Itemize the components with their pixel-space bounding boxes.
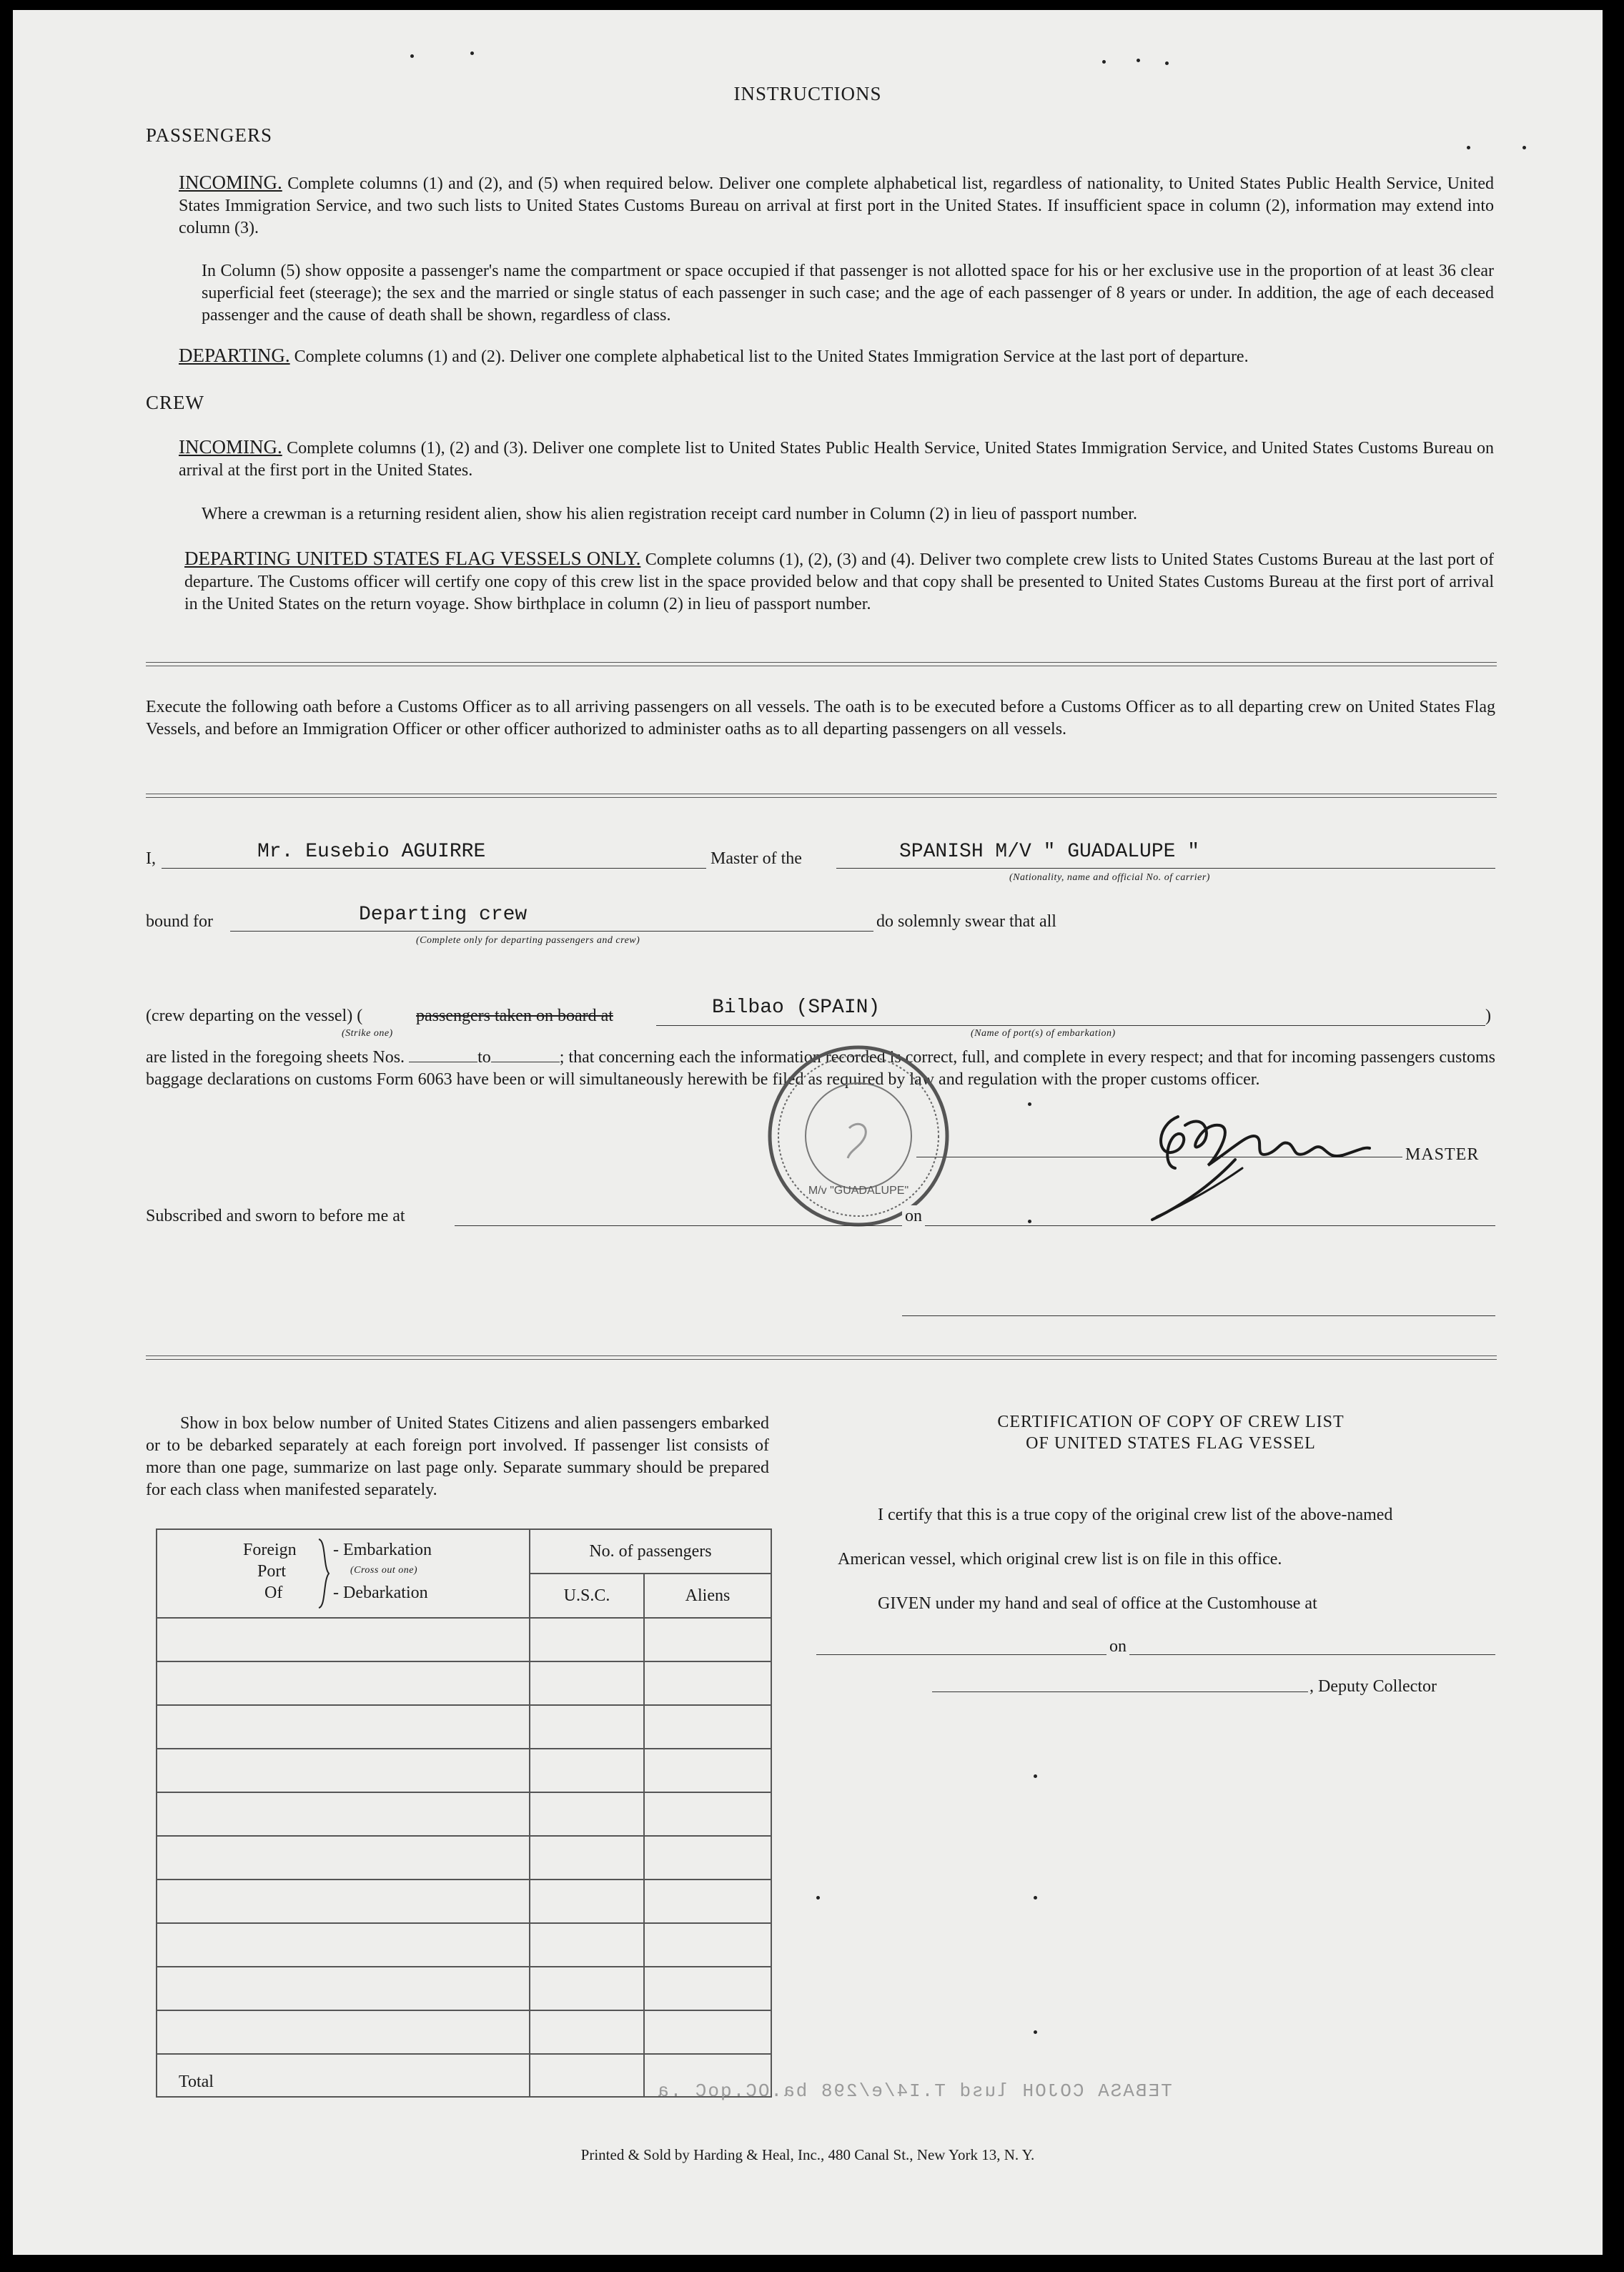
table-row [157, 1923, 771, 1967]
header-port: Port [257, 1562, 287, 1581]
sheets-text-a: are listed in the foregoing sheets Nos. [146, 1048, 405, 1067]
divider-2 [146, 794, 1497, 798]
usc-cell[interactable] [530, 1705, 644, 1749]
port-cell[interactable] [157, 1880, 530, 1923]
close-paren: ) [1485, 1007, 1491, 1025]
vessel-value: SPANISH M/V " GUADALUPE " [899, 841, 1200, 863]
passengers-incoming-label: INCOMING. [179, 172, 282, 193]
usc-cell[interactable] [530, 1836, 644, 1880]
instructions-title: INSTRUCTIONS [733, 83, 882, 104]
aliens-cell[interactable] [644, 1749, 771, 1792]
port-cell[interactable] [157, 1792, 530, 1836]
certification-text-3: GIVEN under my hand and seal of office at the Customhouse at [878, 1594, 1317, 1613]
header-embarkation: - Embarkation [333, 1541, 432, 1559]
strike-caption: (Strike one) [342, 1028, 393, 1039]
crew-departing-text: Complete columns (1), (2), (3) and (4). Deliver two complete crew lists to United States Customs Bureau at the last port of departure. The Customs officer will certify one copy of this crew list in the space provided below and that copy shall be presented to United States Customs Bureau at the first port of arrival in the United States on the return voyage. Show birthplace in column (2) in lieu of passport number. [184, 550, 1494, 613]
ship-seal-stamp [765, 1042, 952, 1230]
passengers-incoming-paragraph [179, 172, 1494, 239]
certification-title-2: OF UNITED STATES FLAG VESSEL [1026, 1434, 1316, 1453]
port-cell[interactable] [157, 1705, 530, 1749]
port-cell[interactable] [157, 1749, 530, 1792]
brace-icon [316, 1538, 332, 1609]
officer-signature-line [902, 1315, 1495, 1316]
header-foreign: Foreign [243, 1541, 297, 1559]
table-row [157, 2010, 771, 2054]
sheets-to-blank [491, 1047, 560, 1062]
passenger-summary-table [156, 1528, 772, 2098]
oath-i-label: I, [146, 849, 156, 868]
master-name-value: Mr. Eusebio AGUIRRE [257, 841, 486, 863]
divider-1 [146, 662, 1497, 666]
scan-speck [1028, 1102, 1031, 1106]
bound-caption: (Complete only for departing passengers and crew) [416, 935, 640, 946]
usc-cell[interactable] [530, 2010, 644, 2054]
usc-cell[interactable] [530, 1880, 644, 1923]
crew-incoming-text: Complete columns (1), (2) and (3). Deliver one complete list to United States Public Health Service, United States Immigration Service, and United States Customs Bureau on arrival at the first port in the United States. [179, 439, 1495, 480]
scan-speck [410, 54, 414, 58]
header-cross-out: (Cross out one) [350, 1565, 418, 1576]
port-caption: (Name of port(s) of embarkation) [971, 1028, 1116, 1039]
table-row [157, 1705, 771, 1749]
certification-text-2: American vessel, which original crew list is on file in this office. [838, 1550, 1282, 1569]
aliens-cell[interactable] [644, 1705, 771, 1749]
crew-incoming-paragraph [179, 436, 1494, 482]
master-name-line [162, 868, 706, 869]
passengers-incoming-text: Complete columns (1) and (2), and (5) when required below. Deliver one complete alphabetical list, regardless of nationality, to United States Public Health Service, United States Immigration Service, and two such lists to United States Customs Bureau on arrival at first port in the United States. If insufficient space in column (2), information may extend into column (3). [179, 174, 1494, 237]
port-line [656, 1025, 1485, 1026]
scan-speck [1165, 61, 1169, 65]
usc-cell[interactable] [530, 1661, 644, 1705]
total-usc-cell[interactable] [530, 2054, 644, 2097]
usc-cell[interactable] [530, 1923, 644, 1967]
struck-passengers-text: passengers taken on board at [416, 1007, 613, 1025]
scan-speck [1522, 146, 1526, 149]
port-cell[interactable] [157, 1661, 530, 1705]
stamp-text: M/v "GUADALUPE" [808, 1185, 909, 1197]
crew-departing-paragraph [184, 548, 1494, 616]
header-debarkation: - Debarkation [333, 1584, 428, 1602]
sheets-to-label: to [477, 1048, 491, 1067]
aliens-cell[interactable] [644, 1967, 771, 2010]
header-no-passengers: No. of passengers [530, 1529, 771, 1574]
master-label: MASTER [1405, 1145, 1480, 1164]
scan-speck [1034, 1774, 1037, 1778]
aliens-cell[interactable] [644, 1923, 771, 1967]
port-cell[interactable] [157, 1967, 530, 2010]
port-cell[interactable] [157, 2010, 530, 2054]
document-page [13, 10, 1603, 2255]
table-row [157, 1967, 771, 2010]
crew-departing-label: DEPARTING UNITED STATES FLAG VESSELS ONLY. [184, 548, 641, 569]
crew-heading: CREW [146, 392, 204, 413]
master-of-label: Master of the [710, 849, 802, 868]
bleed-through-text: TEBASA COJOH lusd T.I4/e/298 ba.OC.qoC .a [656, 2080, 1172, 2102]
master-signature [1128, 1097, 1385, 1233]
vessel-caption: (Nationality, name and official No. of carrier) [1009, 872, 1210, 883]
total-label: Total [157, 2054, 530, 2097]
certification-text-1: I certify that this is a true copy of the original crew list of the above-named [878, 1506, 1393, 1524]
summary-intro: Show in box below number of United States Citizens and alien passengers embarked or to be debarked separately at each foreign port involved. If passenger list consists of more than one page, summarize on last page only. Separate summary should be prepared for each class when manifested separately. [146, 1414, 769, 1499]
usc-cell[interactable] [530, 1967, 644, 2010]
aliens-cell[interactable] [644, 1661, 771, 1705]
printer-footer: Printed & Sold by Harding & Heal, Inc., 480 Canal St., New York 13, N. Y. [580, 2146, 1035, 2163]
header-of: Of [264, 1584, 283, 1602]
usc-cell[interactable] [530, 1792, 644, 1836]
port-cell[interactable] [157, 1618, 530, 1661]
oath-intro-paragraph: Execute the following oath before a Customs Officer as to all arriving passengers on all vessels. The oath is to be executed before a Customs Officer as to all departing crew on United States Flag Vessels, and before an Immigration Officer or other officer authorized to administer oaths as to all departing passengers on all vessels. [146, 698, 1495, 739]
aliens-cell[interactable] [644, 2010, 771, 2054]
scan-speck [1467, 146, 1470, 149]
port-cell[interactable] [157, 1836, 530, 1880]
swear-text: do solemnly swear that all [876, 912, 1056, 931]
subscribed-line [455, 1225, 1495, 1226]
scan-speck [1034, 2030, 1037, 2034]
sheets-from-blank [409, 1047, 477, 1062]
header-usc: U.S.C. [530, 1574, 644, 1618]
subscribed-on-label: on [902, 1205, 925, 1228]
certification-title-1: CERTIFICATION OF COPY OF CREW LIST [997, 1413, 1345, 1431]
aliens-cell[interactable] [644, 1618, 771, 1661]
deputy-collector-label: , Deputy Collector [1309, 1677, 1437, 1696]
scan-speck [816, 1896, 820, 1900]
crew-incoming-label: INCOMING. [179, 436, 282, 458]
sheets-text-b: ; that concerning each the information recorded is correct, full, and complete in every respect; and that for incoming passengers customs baggage declarations on customs Form 6063 have been or will simultaneously herewith be filed as required by law and regulation with the proper customs officer. [146, 1048, 1495, 1089]
crew-resident-paragraph: Where a crewman is a returning resident alien, show his alien registration receipt card number in Column (2) in lieu of passport number. [202, 505, 1137, 523]
scan-speck [470, 51, 474, 55]
divider-3 [146, 1355, 1497, 1360]
table-row [157, 1749, 771, 1792]
passengers-departing-label: DEPARTING. [179, 345, 290, 366]
scan-speck [1028, 1220, 1031, 1223]
passengers-departing-paragraph [179, 345, 1494, 368]
bound-label: bound for [146, 912, 213, 931]
scan-speck [1137, 59, 1140, 62]
table-row [157, 1792, 771, 1836]
vessel-line [836, 868, 1495, 869]
table-row [157, 1836, 771, 1880]
table-row [157, 1661, 771, 1705]
crew-departing-label-inline: (crew departing on the vessel) ( [146, 1007, 363, 1025]
port-cell[interactable] [157, 1923, 530, 1967]
header-aliens: Aliens [644, 1574, 771, 1618]
scan-speck [1102, 60, 1106, 64]
subscribed-label: Subscribed and sworn to before me at [146, 1207, 405, 1225]
table-row [157, 1880, 771, 1923]
bound-value: Departing crew [359, 904, 528, 926]
passengers-column5-paragraph: In Column (5) show opposite a passenger's name the compartment or space occupied if that passenger is not allotted space for his or her exclusive use in the proportion of at least 36 clear superficial feet (steerage); the sex and the married or single status of each passenger in such case; and the age of each passenger of 8 years or under. In addition, the age of each deceased passenger and the cause of death shall be shown, regardless of class. [202, 262, 1494, 325]
aliens-cell[interactable] [644, 1836, 771, 1880]
aliens-cell[interactable] [644, 1880, 771, 1923]
certification-on-label: on [1106, 1636, 1129, 1658]
scan-speck [1034, 1896, 1037, 1900]
passengers-heading: PASSENGERS [146, 124, 273, 146]
bound-line [230, 931, 873, 932]
passengers-departing-text: Complete columns (1) and (2). Deliver one complete alphabetical list to the United States Immigration Service at the last port of departure. [294, 347, 1249, 366]
usc-cell[interactable] [530, 1749, 644, 1792]
table-row [157, 1618, 771, 1661]
deputy-signature-line [932, 1691, 1308, 1692]
foreign-port-header [157, 1529, 530, 1618]
customhouse-line [816, 1654, 1495, 1655]
port-value: Bilbao (SPAIN) [712, 997, 881, 1019]
aliens-cell[interactable] [644, 1792, 771, 1836]
usc-cell[interactable] [530, 1618, 644, 1661]
